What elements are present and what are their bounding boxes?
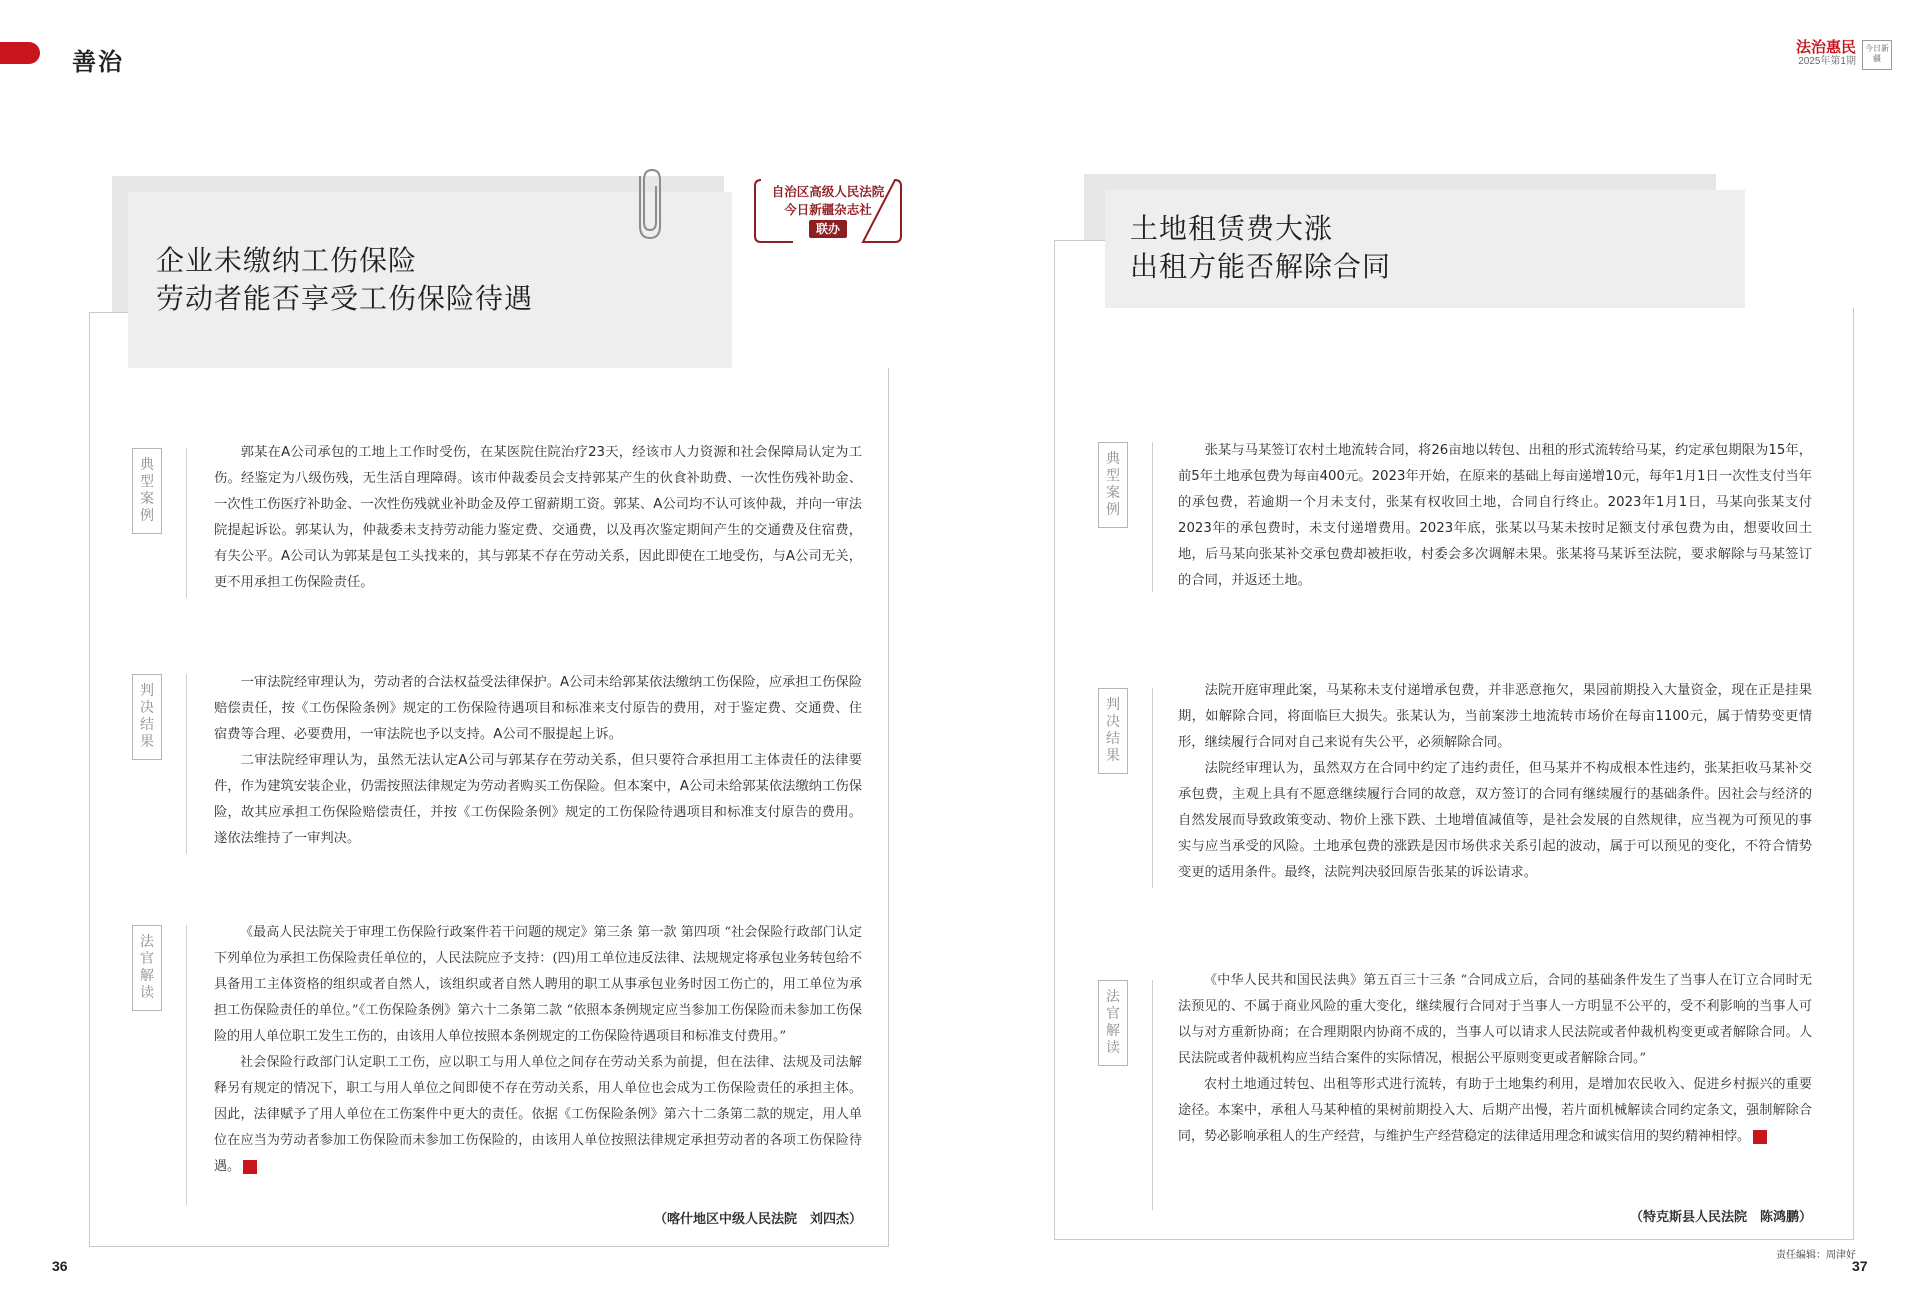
right-judge-p1: 《中华人民共和国民法典》第五百三十三条 “合同成立后，合同的基础条件发生了当事人在订立合同时无法预见的、不属于商业风险的重大变化，继续履行合同对于当事人一方明显不公平的，受不利影响的当事人可以与对方重新协商；在合理期限内协商不成的，当事人可以请求人民法院或者仲裁机构变更或者解除合同。人民法院或者仲裁机构应当结合案件的实际情况，根据公平原则变更或者解除合同。” <box>1178 973 1812 1066</box>
right-case-section <box>1178 438 1812 594</box>
right-card-top-edge <box>1745 240 1854 308</box>
brand-logo-box: 今日新疆 <box>1862 40 1892 70</box>
left-label-case-text: 典型案例 <box>140 457 154 524</box>
section-title: 善治 <box>72 47 124 76</box>
right-result-section <box>1178 678 1812 886</box>
right-case-text: 张某与马某签订农村土地流转合同，将26亩地以转包、出租的形式流转给马某，约定承包期限为15年，前5年土地承包费为每亩400元。2023年开始，在原来的基础上每亩递增10元，每年1月1日一次性支付当年的承包费，若逾期一个月未支付，张某有权收回土地，合同自行终止。2023年1月1日，马某向张某支付2023年的承包费时，未支付递增费用。2023年底，张某以马某未按时足额支付承包费为由，想要收回土地，后马某向张某补交承包费却被拒收，村委会多次调解未果。张某将马某诉至法院，要求解除与马某签订的合同，并返还土地。 <box>1178 443 1812 588</box>
left-divider-result <box>186 674 187 854</box>
left-case-text: 郭某在A公司承包的工地上工作时受伤，在某医院住院治疗23天，经该市人力资源和社会保障局认定为工伤。经鉴定为八级伤残，无生活自理障碍。该市仲裁委员会支持郭某产生的伙食补助费、一次性伤残补助金、一次性工伤医疗补助金、一次性伤残就业补助金及停工留薪期工资。郭某、A公司均不认可该仲裁，并向一审法院提起诉讼。郭某认为，仲裁委未支持劳动能力鉴定费、交通费，以及再次鉴定期间产生的交通费及住宿费，有失公平。A公司认为郭某是包工头找来的，其与郭某不存在劳动关系，因此即使在工地受伤，与A公司无关，更不用承担工伤保险责任。 <box>214 445 862 590</box>
left-divider-judge <box>186 925 187 1205</box>
left-result-p2: 二审法院经审理认为，虽然无法认定A公司与郭某存在劳动关系，但只要符合承担用工主体责任的法律要件，作为建筑安装企业，仍需按照法律规定为劳动者购买工伤保险。但本案中，A公司未给郭某依法缴纳工伤保险，故其应承担工伤保险赔偿责任，并按《工伤保险条例》规定的工伤保险待遇项目和标准支付原告的费用。遂依法维持了一审判决。 <box>214 753 862 846</box>
stamp-tag: 联办 <box>809 220 847 238</box>
section-marker <box>0 42 40 64</box>
brand-name: 法治惠民 <box>1795 39 1856 56</box>
left-judge-p1: 《最高人民法院关于审理工伤保险行政案件若干问题的规定》第三条 第一款 第四项 “社会保险行政部门认定下列单位为承担工伤保险责任单位的，人民法院应予支持：(四)用工单位违反法律、法规规定将承包业务转包给不具备用工主体资格的组织或者自然人，该组织或者自然人聘用的职工从事承包业务时因工伤亡的，用工单位为承担工伤保险责任的单位。”《工伤保险条例》第六十二条第二款 “依照本条例规定应当参加工伤保险而未参加工伤保险的用人单位职工发生工伤的，由该用人单位按照本条例规定的工伤保险待遇项目和标准支付费用。” <box>214 925 862 1044</box>
left-card-top-edge <box>732 312 889 368</box>
magazine-brand <box>1796 40 1856 68</box>
right-signature: （特克斯县人民法院 陈鸿鹏） <box>1629 1210 1812 1225</box>
editor-credit: 责任编辑：周津好 <box>1776 1250 1856 1261</box>
right-label-case-text: 典型案例 <box>1106 451 1120 518</box>
right-label-result-text: 判决结果 <box>1106 697 1120 764</box>
left-title-line1: 企业未缴纳工伤保险 <box>156 244 418 277</box>
left-label-result <box>132 674 162 760</box>
right-judge-p2: 农村土地通过转包、出租等形式进行流转，有助于土地集约利用，是增加农民收入、促进乡村振兴的重要途径。本案中，承租人马某种植的果树前期投入大、后期产出慢，若片面机械解读合同约定条文，强制解除合同，势必影响承租人的生产经营，与维护生产经营稳定的法律适用理念和诚实信用的契约精神相悖。 <box>1178 1077 1812 1144</box>
left-label-judge-text: 法官解读 <box>140 934 154 1001</box>
right-divider-result <box>1152 688 1153 888</box>
left-signature: （喀什地区中级人民法院 刘四杰） <box>653 1212 862 1227</box>
left-result-p1: 一审法院经审理认为，劳动者的合法权益受法律保护。A公司未给郭某依法缴纳工伤保险，应承担工伤保险赔偿责任，按《工伤保险条例》规定的工伤保险待遇项目和标准来支付原告的费用，对于鉴定费、交通费、住宿费等合理、必要费用，一审法院也予以支持。A公司不服提起上诉。 <box>214 675 862 742</box>
left-label-case <box>132 448 162 534</box>
left-result-section <box>214 670 862 852</box>
left-label-result-text: 判决结果 <box>140 683 154 750</box>
left-divider-case <box>186 448 187 598</box>
right-title-line2: 出租方能否解除合同 <box>1130 250 1392 283</box>
end-mark-icon: J <box>243 1160 257 1174</box>
right-divider-case <box>1152 442 1153 592</box>
stamp-line1: 自治区高级人民法院 <box>771 184 885 199</box>
right-article-title <box>1130 210 1391 286</box>
left-judge-section <box>214 920 862 1180</box>
left-case-section <box>214 440 862 596</box>
right-label-result <box>1098 688 1128 774</box>
co-organizer-stamp <box>753 178 903 244</box>
left-label-judge <box>132 925 162 1011</box>
paperclip-icon <box>626 166 666 246</box>
right-page-number: 37 <box>1852 1258 1868 1274</box>
stamp-line2: 今日新疆杂志社 <box>784 202 872 217</box>
right-label-judge-text: 法官解读 <box>1106 989 1120 1056</box>
right-divider-judge <box>1152 980 1153 1210</box>
left-judge-p2: 社会保险行政部门认定职工工伤，应以职工与用人单位之间存在劳动关系为前提，但在法律、法规及司法解释另有规定的情况下，职工与用人单位之间即使不存在劳动关系，用人单位也会成为工伤保险责任的承担主体。因此，法律赋予了用人单位在工伤案件中更大的责任。依据《工伤保险条例》第六十二条第二款的规定，用人单位在应当为劳动者参加工伤保险而未参加工伤保险的，由该用人单位按照法律规定承担劳动者的各项工伤保险待遇。 <box>214 1055 862 1174</box>
left-title-line2: 劳动者能否享受工伤保险待遇 <box>156 282 534 315</box>
right-result-p1: 法院开庭审理此案，马某称未支付递增承包费，并非恶意拖欠，果园前期投入大量资金，现在正是挂果期，如解除合同，将面临巨大损失。张某认为，当前案涉土地流转市场价在每亩1100元，属于情势变更情形，继续履行合同对自己来说有失公平，必须解除合同。 <box>1178 683 1812 750</box>
right-title-line1: 土地租赁费大涨 <box>1130 212 1334 245</box>
brand-issue: 2025年第1期 <box>1798 56 1856 67</box>
end-mark-icon: J <box>1753 1130 1767 1144</box>
left-page-number: 36 <box>52 1258 68 1274</box>
right-label-case <box>1098 442 1128 528</box>
right-label-judge <box>1098 980 1128 1066</box>
right-judge-section <box>1178 968 1812 1150</box>
left-article-title <box>156 242 533 318</box>
right-result-p2: 法院经审理认为，虽然双方在合同中约定了违约责任，但马某并不构成根本性违约，张某拒收马某补交承包费，主观上具有不愿意继续履行合同的故意，双方签订的合同有继续履行的基础条件。因社会与经济的自然发展而导致政策变动、物价上涨下跌、土地增值减值等，是社会发展的自然规律，应当视为可预见的事实与应当承受的风险。土地承包费的涨跌是因市场供求关系引起的波动，属于可以预见的变化，不符合情势变更的适用条件。最终，法院判决驳回原告张某的诉讼请求。 <box>1178 761 1812 880</box>
